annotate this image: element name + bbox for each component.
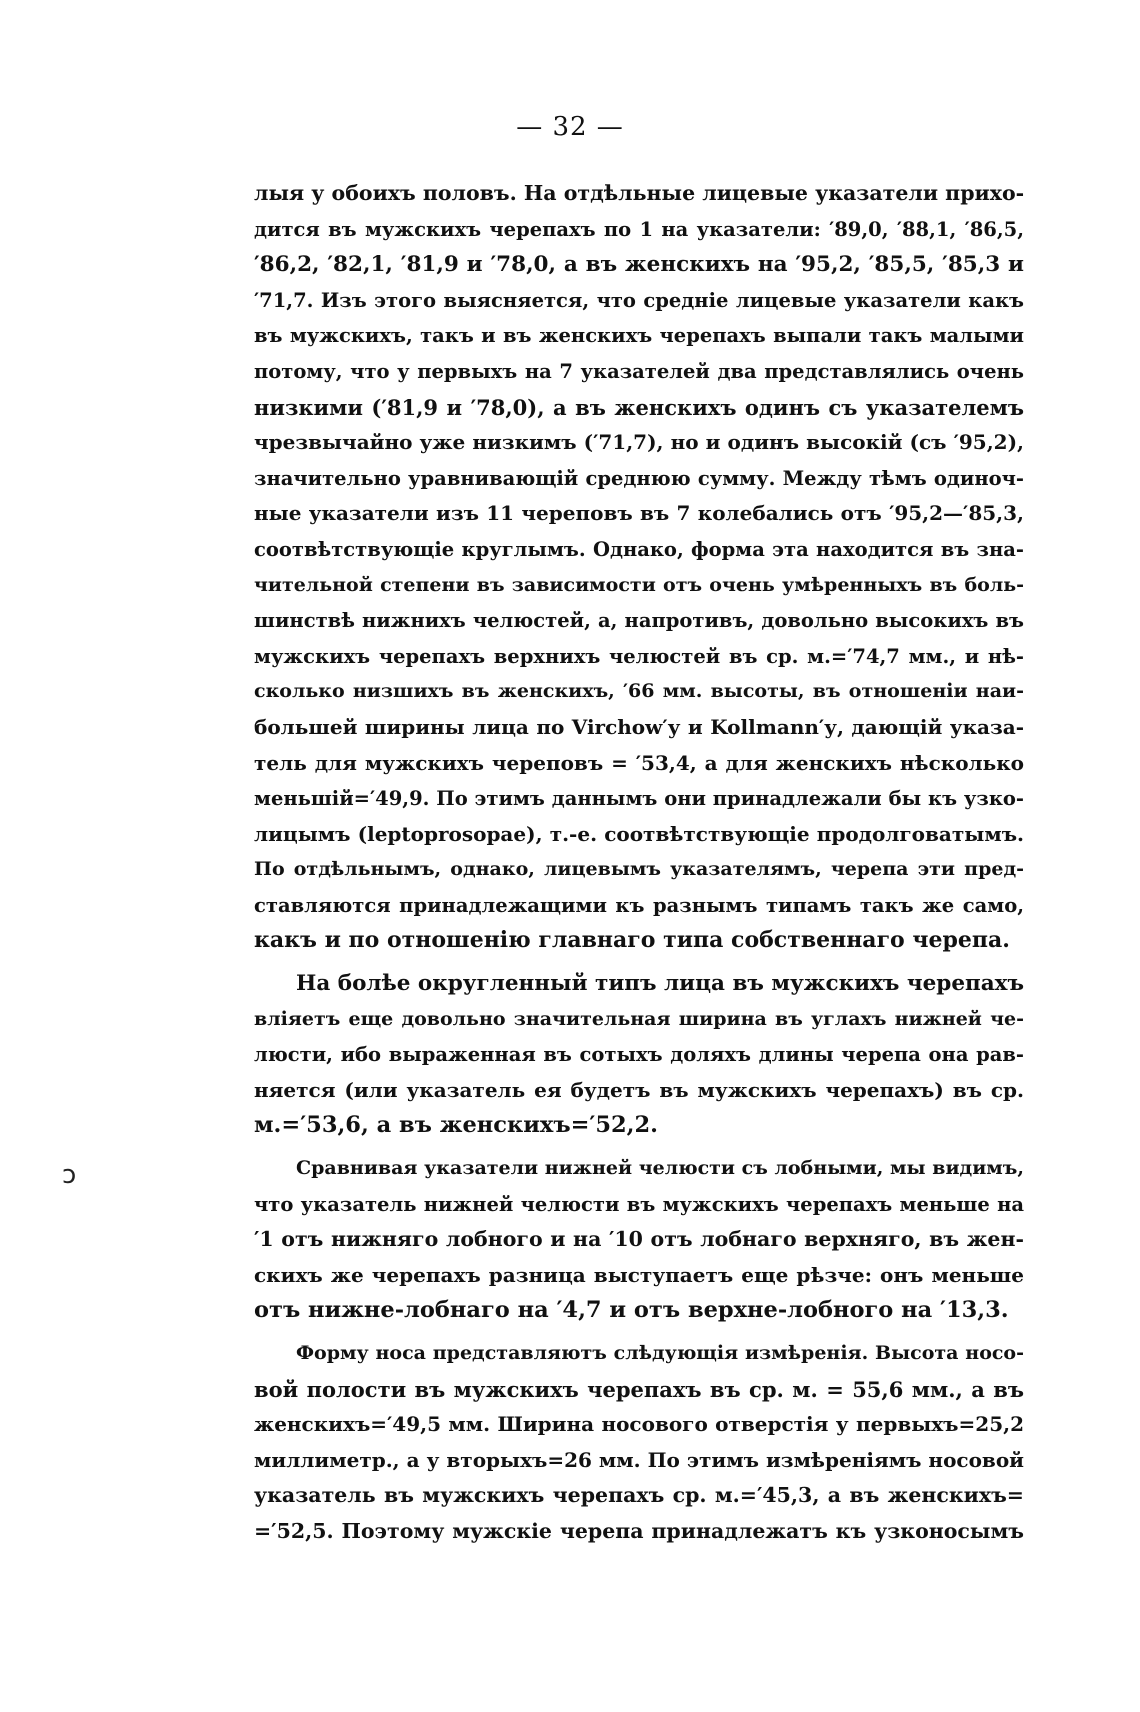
text-line: мужскихъ черепахъ верхнихъ челюстей въ ср. м.=′74,7 мм., и нѣ- [254,644,1024,668]
text-line: На болѣе округленный типъ лица въ мужскихъ черепахъ [296,971,1024,997]
paragraph [254,1151,1024,1329]
text-line: отъ нижне-лобнаго на ′4,7 и отъ верхне-лобного на ′13,3. [254,1297,1009,1324]
text-line: низкими (′81,9 и ′78,0), а въ женскихъ одинъ съ указателемъ [254,394,1024,420]
text-line: ′1 отъ нижняго лобного и на ′10 отъ лобнаго верхняго, въ жен- [254,1227,1024,1252]
text-line: =′52,5. Поэтому мужскіе черепа принадлежатъ къ узконосымъ [254,1518,1024,1543]
paragraph [254,1336,1024,1550]
text-line: потому, что у первыхъ на 7 указателей два представлялись очень [254,359,1024,383]
text-line: большей ширины лица по Virchow′у и Kollmann′у, дающій указа- [254,714,1024,739]
text-line: ′71,7. Изъ этого выясняется, что средніе лицевые указатели какъ [254,288,1024,312]
text-line: женскихъ=′49,5 мм. Ширина носового отверстія у первыхъ=25,2 [254,1412,1024,1437]
text-line: миллиметр., а у вторыхъ=26 мм. По этимъ измѣреніямъ носовой [254,1447,1024,1472]
text-line: тель для мужскихъ череповъ = ′53,4, а для женскихъ нѣсколько [254,750,1024,775]
text-line: скихъ же черепахъ разница выступаетъ еще рѣзче: онъ меньше [254,1262,1024,1287]
page-number: — 32 — [516,112,624,142]
text-line: какъ и по отношенію главнаго типа собственнаго черепа. [254,927,1010,954]
text-line: Форму носа представляютъ слѣдующія измѣренія. Высота носо- [296,1342,1024,1364]
paragraph [254,176,1024,959]
text-line: шинствѣ нижнихъ челюстей, а, напротивъ, довольно высокихъ въ [254,609,1024,633]
text-line: ′86,2, ′82,1, ′81,9 и ′78,0, а въ женскихъ на ′95,2, ′85,5, ′85,3 и [254,252,1024,278]
text-line: лицымъ (leptoprosopae), т.-е. соотвѣтствующіе продолговатымъ. [254,821,1024,846]
text-line: соотвѣтствующіе круглымъ. Однако, форма эта находится въ зна- [254,537,1024,561]
text-line: что указатель нижней челюсти въ мужскихъ черепахъ меньше на [254,1192,1024,1216]
text-line: чительной степени въ зависимости отъ очень умѣренныхъ въ боль- [254,573,1024,596]
text-line: въ мужскихъ, такъ и въ женскихъ черепахъ выпали такъ малыми [254,324,1024,348]
text-line: чрезвычайно уже низкимъ (′71,7), но и одинъ высокій (съ ′95,2), [254,430,1024,455]
text-line: указатель въ мужскихъ черепахъ ср. м.=′45,3, а въ женскихъ= [254,1483,1024,1508]
text-line: значительно уравнивающій среднюю сумму. Между тѣмъ одиноч- [254,466,1024,490]
body-text [254,176,1024,1550]
text-line: меньшій=′49,9. По этимъ даннымъ они принадлежали бы къ узко- [254,787,1024,811]
margin-pencil-mark: ↄ [62,1160,77,1190]
text-line: Сравнивая указатели нижней челюсти съ лобными, мы видимъ, [296,1157,1024,1180]
paragraph [254,966,1024,1144]
text-line: По отдѣльнымъ, однако, лицевымъ указателямъ, черепа эти пред- [254,858,1024,881]
text-line: няется (или указатель ея будетъ въ мужскихъ черепахъ) въ ср. [254,1077,1024,1102]
text-line: вой полости въ мужскихъ черепахъ въ ср. м. = 55,6 мм., а въ [254,1376,1024,1402]
text-line: дится въ мужскихъ черепахъ по 1 на указатели: ′89,0, ′88,1, ′86,5, [254,217,1024,241]
text-line: лыя у обоихъ половъ. На отдѣльные лицевые указатели прихо- [254,181,1025,205]
text-line: ные указатели изъ 11 череповъ въ 7 колебались отъ ′95,2—′85,3, [254,501,1024,526]
text-line: ставляются принадлежащими къ разнымъ типамъ такъ же само, [254,893,1024,917]
text-line: вліяетъ еще довольно значительная ширина въ углахъ нижней че- [254,1007,1024,1030]
text-line: м.=′53,6, а въ женскихъ=′52,2. [254,1112,659,1139]
text-line: люсти, ибо выраженная въ сотыхъ доляхъ длины черепа она рав- [254,1043,1024,1067]
text-line: сколько низшихъ въ женскихъ, ′66 мм. высоты, въ отношеніи наи- [254,680,1024,703]
